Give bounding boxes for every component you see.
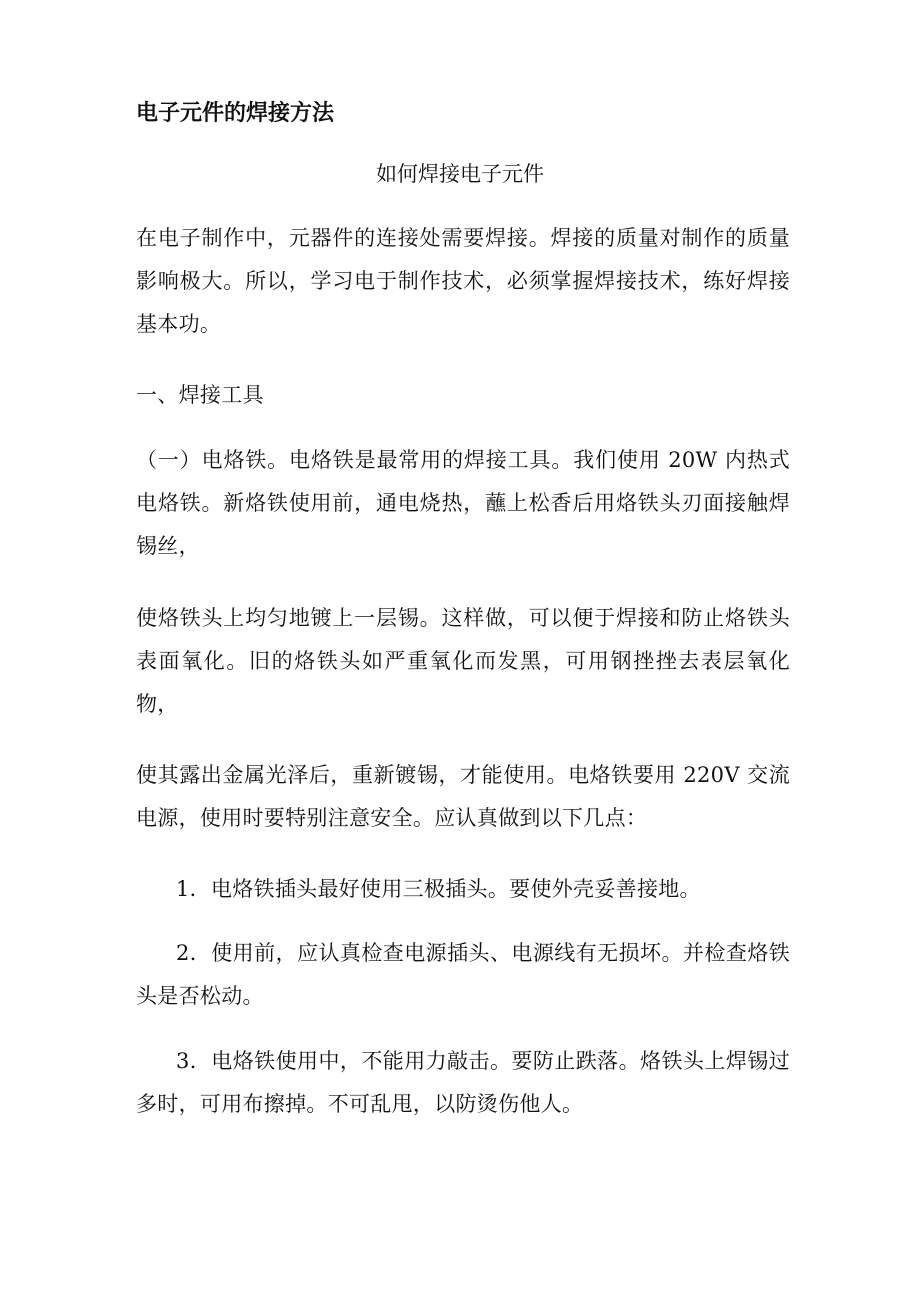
paragraph-tinning: 使烙铁头上均匀地镀上一层锡。这样做，可以便于焊接和防止烙铁头表面氧化。旧的烙铁头如严重氧化而发黑，可用钢挫挫去表层氧化物，	[136, 606, 790, 716]
section-heading-welding-tools: 一、焊接工具	[136, 383, 264, 407]
list-item-1: 1．电烙铁插头最好使用三极插头。要使外壳妥善接地。	[176, 877, 701, 901]
document-title: 电子元件的焊接方法	[136, 101, 335, 126]
paragraph-soldering-iron: （一）电烙铁。电烙铁是最常用的焊接工具。我们使用 20W 内热式电烙铁。新烙铁使用前，通电烧热，蘸上松香后用烙铁头刃面接触焊锡丝，	[136, 448, 790, 558]
document-subtitle: 如何焊接电子元件	[376, 162, 544, 186]
list-item-3: 3．电烙铁使用中，不能用力敲击。要防止跌落。烙铁头上焊锡过多时，可用布擦掉。不可乱甩，以防烫伤他人。	[136, 1049, 790, 1116]
paragraph-safety-intro: 使其露出金属光泽后，重新镀锡，才能使用。电烙铁要用 220V 交流电源，使用时要特别注意安全。应认真做到以下几点：	[136, 763, 790, 830]
intro-paragraph: 在电子制作中，元器件的连接处需要焊接。焊接的质量对制作的质量影响极大。所以，学习电于制作技术，必须掌握焊接技术，练好焊接基本功。	[136, 226, 790, 336]
list-item-2: 2．使用前，应认真检查电源插头、电源线有无损坏。并检查烙铁头是否松动。	[136, 941, 790, 1008]
